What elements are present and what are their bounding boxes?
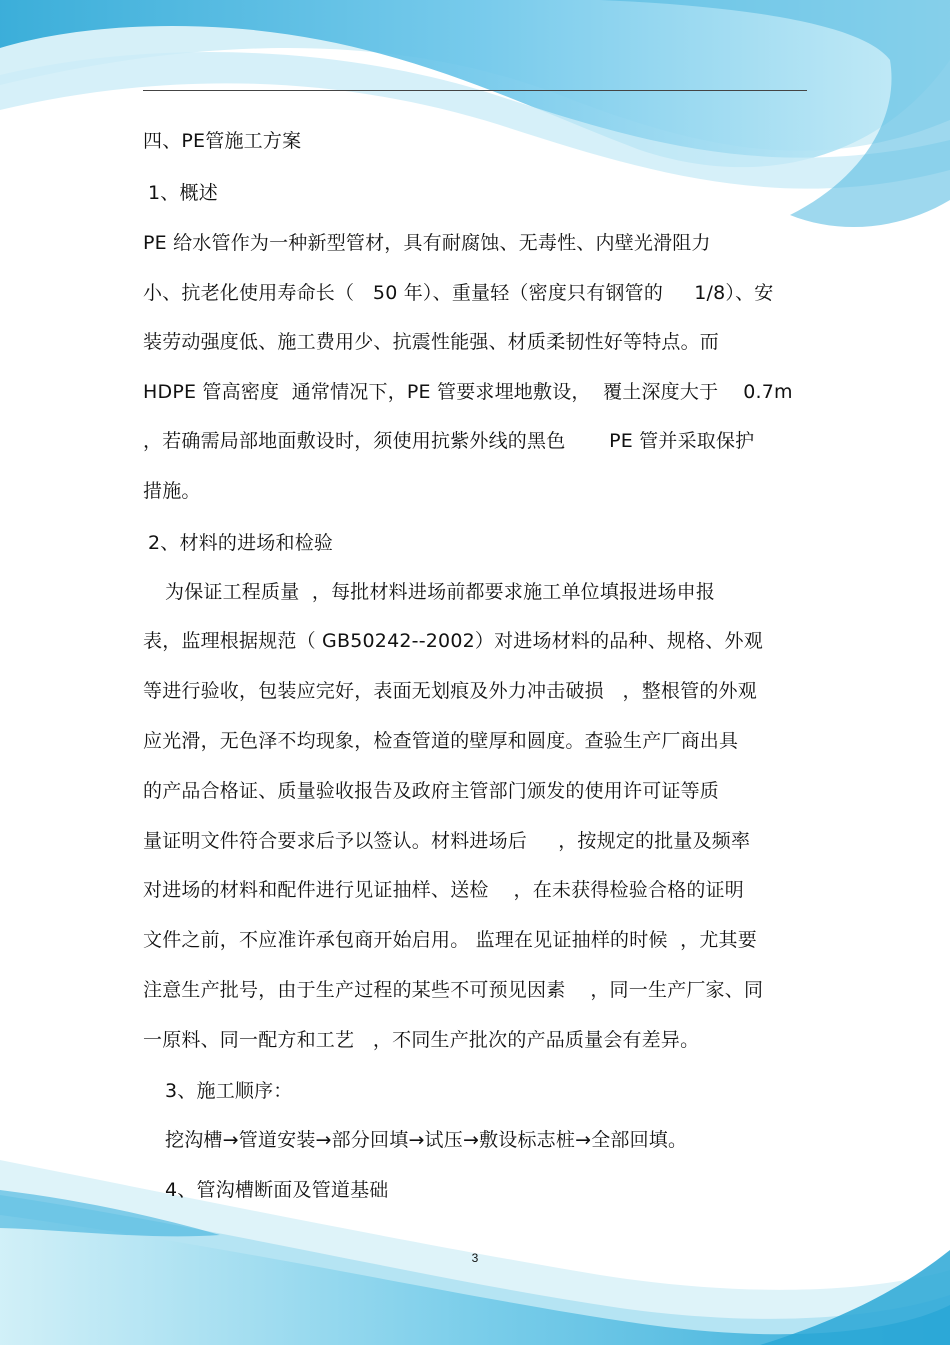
overview-line: ，若确需局部地面敷设时，须使用抗紫外线的黑色 PE 管并采取保护 [143,430,755,452]
page-number: 3 [471,1251,479,1265]
section-title: 四、PE管施工方案 [143,130,302,152]
overview-line: 装劳动强度低、施工费用少、抗震性能强、材质柔韧性好等特点。而 [143,331,720,353]
overview-line: HDPE 管高密度 通常情况下，PE 管要求埋地敷设， 覆土深度大于 0.7m [143,381,793,403]
materials-line: 文件之前，不应准许承包商开始启用。 监理在见证抽样的时候 ，尤其要 [143,929,757,951]
sequence-line: 挖沟槽→管道安装→部分回填→试压→敷设标志桩→全部回填。 [165,1129,688,1151]
overview-heading: 1、概述 [148,182,218,204]
foundation-heading: 4、管沟槽断面及管道基础 [165,1179,389,1201]
materials-line: 为保证工程质量 ，每批材料进场前都要求施工单位填报进场申报 [165,581,716,603]
materials-line: 注意生产批号，由于生产过程的某些不可预见因素 ，同一生产厂家、同 [143,979,764,1001]
materials-line: 应光滑，无色泽不均现象，检查管道的壁厚和圆度。查验生产厂商出具 [143,730,739,752]
overview-line: 措施。 [143,480,201,502]
materials-line: 一原料、同一配方和工艺 ，不同生产批次的产品质量会有差异。 [143,1029,700,1051]
materials-line: 等进行验收，包装应完好，表面无划痕及外力冲击破损 ，整根管的外观 [143,680,757,702]
overview-line: 小、抗老化使用寿命长（ 50 年）、重量轻（密度只有钢管的 1/8）、安 [143,282,774,304]
materials-line: 对进场的材料和配件进行见证抽样、送检 ，在未获得检验合格的证明 [143,879,744,901]
materials-line: 表，监理根据规范（ GB50242--2002）对进场材料的品种、规格、外观 [143,630,763,652]
header-rule [143,90,807,91]
materials-line: 量证明文件符合要求后予以签认。材料进场后 ，按规定的批量及频率 [143,830,751,852]
materials-line: 的产品合格证、质量验收报告及政府主管部门颁发的使用许可证等质 [143,780,720,802]
sequence-heading: 3、施工顺序： [165,1080,293,1102]
materials-heading: 2、材料的进场和检验 [148,532,334,554]
overview-line: PE 给水管作为一种新型管材，具有耐腐蚀、无毒性、内壁光滑阻力 [143,232,711,254]
